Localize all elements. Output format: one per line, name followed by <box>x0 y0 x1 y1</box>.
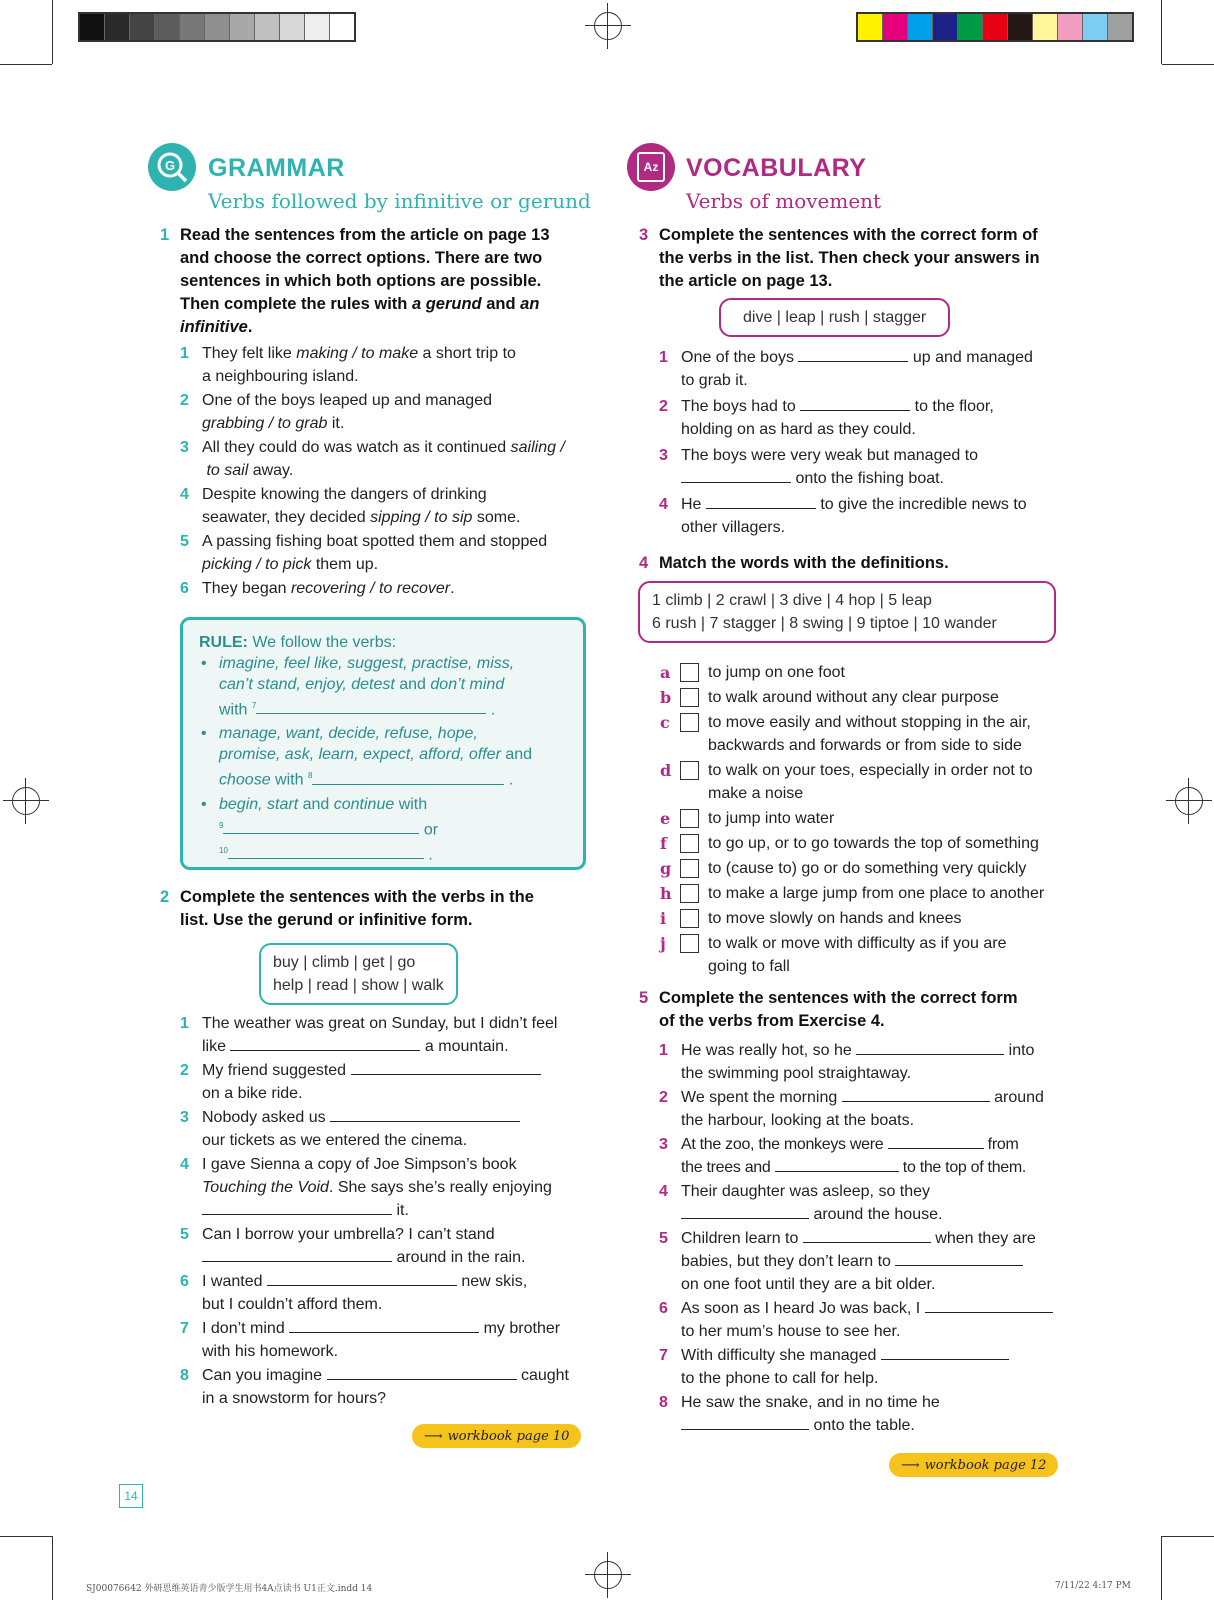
answer-blank[interactable] <box>289 1317 479 1333</box>
answer-blank[interactable] <box>202 1199 392 1215</box>
definition-row: g to (cause to) go or do something very quickly <box>660 859 1027 878</box>
list-item: 4 Despite knowing the dangers of drinking seawater, they decided sipping / to sip some. <box>180 486 521 526</box>
answer-blank[interactable] <box>888 1133 984 1149</box>
list-item: 6 I wanted new skis, but I couldn’t afford them. <box>180 1270 592 1316</box>
list-item: 1 The weather was great on Sunday, but I didn’t feel like a mountain. <box>180 1015 558 1055</box>
list-item: 3 At the zoo, the monkeys were from the trees and to the top of them. <box>659 1133 1073 1179</box>
word-list-box: dive | leap | rush | stagger <box>719 298 950 337</box>
list-item: 4 He to give the incredible news to other villagers. <box>659 493 1069 539</box>
crop-mark <box>0 64 52 65</box>
exercise-1-items <box>180 342 590 601</box>
answer-checkbox[interactable] <box>680 834 699 853</box>
answer-blank[interactable] <box>798 346 908 362</box>
answer-blank[interactable] <box>327 1364 517 1380</box>
option-choice[interactable]: picking / to pick <box>202 556 312 573</box>
registration-mark-top <box>594 12 622 40</box>
answer-blank[interactable] <box>706 493 816 509</box>
list-item: 3 The boys were very weak but managed to onto the fishing boat. <box>659 447 979 487</box>
grayscale-color-bar <box>78 12 356 42</box>
option-choice[interactable]: making / to make <box>296 345 419 362</box>
arrow-right-icon: ⟶ <box>424 1428 443 1444</box>
page-number: 14 <box>119 1484 143 1508</box>
list-item: 3 Nobody asked us our tickets as we entered the cinema. <box>180 1106 592 1152</box>
list-item: 8 He saw the snake, and in no time he onto the table. <box>659 1394 940 1434</box>
answer-blank[interactable] <box>895 1250 1023 1266</box>
answer-blank[interactable] <box>881 1344 1009 1360</box>
answer-blank[interactable] <box>230 1035 420 1051</box>
answer-blank[interactable] <box>681 1203 809 1219</box>
section-title-vocabulary: VOCABULARY <box>686 154 867 182</box>
answer-checkbox[interactable] <box>680 884 699 903</box>
definitions-list <box>660 661 1080 980</box>
exercise-1-instructions: 1 Read the sentences from the article on page 13 and choose the correct options. There are two sentences in which both options are possible. Then complete the rules with a gerund and an infinitive. <box>160 226 550 336</box>
section-title-grammar: GRAMMAR <box>208 154 345 182</box>
list-item: 1 One of the boys up and managed to grab it. <box>659 346 1069 392</box>
answer-blank[interactable] <box>312 769 504 785</box>
list-item: 8 Can you imagine caught in a snowstorm for hours? <box>180 1364 592 1410</box>
list-item: 2 The boys had to to the floor, holding on as hard as they could. <box>659 395 1069 441</box>
footer-timestamp: 7/11/22 4:17 PM <box>1055 1581 1131 1591</box>
exercise-5-items <box>659 1039 1073 1438</box>
rule-bullet-3: • begin, start and continue with $^9$ or $^{10}$ . <box>199 794 567 866</box>
word-list-box: 1 climb | 2 crawl | 3 dive | 4 hop | 5 leap 6 rush | 7 stagger | 8 swing | 9 tiptoe | 10 wander <box>638 581 1056 643</box>
list-item: 2 One of the boys leaped up and managed grabbing / to grab it. <box>180 392 492 432</box>
answer-blank[interactable] <box>800 395 910 411</box>
crop-mark <box>1162 64 1214 65</box>
rule-bullet-2: • manage, want, decide, refuse, hope, promise, ask, learn, expect, afford, offer and choose with $^8$ . <box>199 723 567 790</box>
arrow-right-icon: ⟶ <box>901 1457 920 1473</box>
section-subtitle-vocabulary: Verbs of movement <box>686 189 882 213</box>
answer-checkbox[interactable] <box>680 934 699 953</box>
crop-mark <box>52 0 53 64</box>
option-choice[interactable]: sipping / to sip <box>370 509 473 526</box>
rule-bullet-1: • imagine, feel like, suggest, practise, miss, can’t stand, enjoy, detest and don’t mind with $^7$ . <box>199 653 567 720</box>
option-choice[interactable]: sailing / <box>510 439 565 456</box>
definition-row: d to walk on your toes, especially in order not to make a noise <box>660 761 1033 802</box>
answer-checkbox[interactable] <box>680 809 699 828</box>
word-list-box: buy | climb | get | go help | read | show | walk <box>259 943 458 1005</box>
answer-blank[interactable] <box>256 698 486 714</box>
rule-label: RULE: <box>199 634 248 651</box>
cmyk-color-bar <box>856 12 1134 42</box>
answer-blank[interactable] <box>681 467 791 483</box>
workbook-link[interactable]: ⟶ workbook page 12 <box>889 1453 1058 1477</box>
rule-box: RULE: We follow the verbs: • imagine, feel like, suggest, practise, miss, can’t stand, enjoy, detest and don’t mind with $^7$ . • manage, want, decide, refuse, hope, promise, ask, learn, expect, afford, offer and choose with $^8$ . • begin, start and continue with $^9$ or $^{10}$ . <box>180 617 586 870</box>
answer-blank[interactable] <box>351 1059 541 1075</box>
list-item: 2 My friend suggested on a bike ride. <box>180 1059 592 1105</box>
list-item: 2 We spent the morning around the harbour, looking at the boats. <box>659 1086 1073 1132</box>
answer-blank[interactable] <box>803 1227 931 1243</box>
definition-row: b to walk around without any clear purpose <box>660 688 999 707</box>
definition-row: c to move easily and without stopping in the air, backwards and forwards or from side to side <box>660 713 1031 754</box>
list-item: 3 All they could do was watch as it continued sailing / to sail away. <box>180 439 565 479</box>
exercise-2-items <box>180 1012 592 1411</box>
vocabulary-az-icon: Az <box>627 143 675 191</box>
grammar-icon <box>148 143 196 191</box>
option-choice[interactable]: recovering / to recover <box>290 580 451 597</box>
answer-checkbox[interactable] <box>680 663 699 682</box>
list-item: 6 They began recovering / to recover. <box>180 580 455 597</box>
definition-row: f to go up, or to go towards the top of something <box>660 834 1039 853</box>
answer-blank[interactable] <box>925 1297 1053 1313</box>
list-item: 5 Children learn to when they are babies, but they don’t learn to on one foot until they are a bit older. <box>659 1227 1073 1296</box>
registration-mark-right <box>1175 787 1203 815</box>
list-item: 1 They felt like making / to make a short trip to a neighbouring island. <box>180 345 516 385</box>
crop-mark <box>1161 0 1162 64</box>
footer-file-info: SJ00076642 外研思维英语青少版学生用书4A点读书 U1正文.indd 14 <box>86 1584 373 1594</box>
answer-blank[interactable] <box>267 1270 457 1286</box>
svg-text:G: G <box>164 158 176 173</box>
list-item: 6 As soon as I heard Jo was back, I to her mum’s house to see her. <box>659 1297 1073 1343</box>
answer-checkbox[interactable] <box>680 859 699 878</box>
answer-checkbox[interactable] <box>680 909 699 928</box>
answer-blank[interactable] <box>330 1106 520 1122</box>
definition-row: i to move slowly on hands and knees <box>660 909 962 928</box>
exercise-4-instructions: 4 Match the words with the definitions. <box>639 554 949 572</box>
option-choice[interactable]: grabbing / to grab <box>202 415 328 432</box>
answer-blank[interactable] <box>202 1246 392 1262</box>
list-item: 4 Their daughter was asleep, so they around the house. <box>659 1183 943 1223</box>
definition-row: h to make a large jump from one place to another <box>660 884 1045 903</box>
crop-mark <box>0 1536 52 1537</box>
exercise-5-instructions: 5 Complete the sentences with the correct form of the verbs from Exercise 4. <box>639 989 1018 1030</box>
list-item: 5 A passing fishing boat spotted them and stopped picking / to pick them up. <box>180 533 548 573</box>
answer-blank[interactable] <box>223 818 419 834</box>
answer-blank[interactable] <box>842 1086 990 1102</box>
crop-mark <box>1162 1536 1214 1537</box>
list-item: 5 Can I borrow your umbrella? I can’t stand around in the rain. <box>180 1226 526 1266</box>
option-choice[interactable]: to sail <box>206 462 249 479</box>
answer-checkbox[interactable] <box>680 688 699 707</box>
crop-mark <box>1161 1536 1162 1600</box>
list-item: 7 I don’t mind my brother with his homework. <box>180 1317 592 1363</box>
section-subtitle-grammar: Verbs followed by infinitive or gerund <box>208 189 591 213</box>
list-item: 1 He was really hot, so he into the swimming pool straightaway. <box>659 1039 1073 1085</box>
answer-checkbox[interactable] <box>680 713 699 732</box>
list-item: 4 I gave Sienna a copy of Joe Simpson’s book Touching the Void. She says she’s really enjoying it. <box>180 1156 552 1219</box>
answer-blank[interactable] <box>228 843 424 859</box>
exercise-2-instructions: 2 Complete the sentences with the verbs in the list. Use the gerund or infinitive form. <box>160 888 534 929</box>
answer-blank[interactable] <box>775 1156 899 1172</box>
answer-checkbox[interactable] <box>680 761 699 780</box>
registration-mark-bottom <box>594 1561 622 1589</box>
answer-blank[interactable] <box>856 1039 1004 1055</box>
definition-row: j to walk or move with difficulty as if you are going to fall <box>660 934 1007 975</box>
registration-mark-left <box>12 787 40 815</box>
definition-row: e to jump into water <box>660 809 835 828</box>
list-item: 7 With difficulty she managed to the phone to call for help. <box>659 1344 1073 1390</box>
crop-mark <box>52 1536 53 1600</box>
definition-row: a to jump on one foot <box>660 663 845 682</box>
answer-blank[interactable] <box>681 1414 809 1430</box>
exercise-3-items <box>659 346 1069 540</box>
workbook-link[interactable]: ⟶ workbook page 10 <box>412 1424 581 1448</box>
exercise-3-instructions: 3 Complete the sentences with the correct form of the verbs in the list. Then check your answers in the article on page 13. <box>639 226 1040 290</box>
